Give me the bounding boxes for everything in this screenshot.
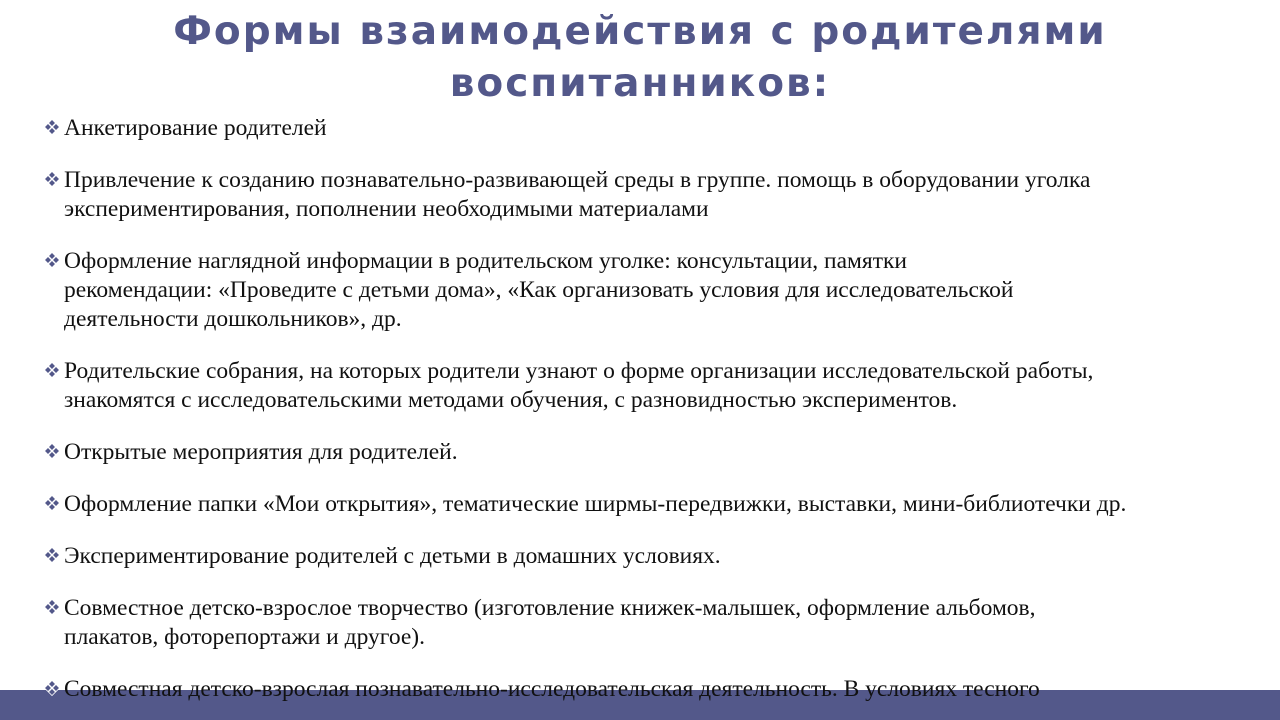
list-item-line: Родительские собрания, на которых родители узнают о форме организации исследовательской работы,	[64, 358, 1094, 384]
slide-title-line-1: Формы взаимодействия с родителями	[173, 9, 1107, 54]
diamond-bullet-icon	[42, 546, 64, 566]
diamond-bullet-icon	[42, 442, 64, 462]
list-item	[42, 438, 1272, 467]
list-item-line: Открытые мероприятия для родителей.	[64, 439, 458, 465]
list-item	[42, 594, 1272, 652]
list-item-text	[64, 675, 1272, 704]
list-item	[42, 166, 1272, 224]
list-item-line: Анкетирование родителей	[64, 115, 327, 141]
list-item-line: Экспериментирование родителей с детьми в домашних условиях.	[64, 543, 721, 569]
list-item	[42, 247, 1272, 334]
list-item-text	[64, 166, 1272, 224]
list-item-line: плакатов, фоторепортажи и другое).	[64, 624, 425, 650]
diamond-bullet-icon	[42, 361, 64, 381]
list-item-text	[64, 594, 1272, 652]
list-item-text	[64, 542, 1272, 571]
diamond-bullet-icon	[42, 118, 64, 138]
diamond-bullet-icon	[42, 251, 64, 271]
list-item-line: Оформление папки «Мои открытия», тематические ширмы-передвижки, выставки, мини-библиотечки др.	[64, 491, 1127, 517]
list-item	[42, 675, 1272, 704]
diamond-bullet-icon	[42, 494, 64, 514]
diamond-bullet-icon	[42, 170, 64, 190]
diamond-bullet-icon	[42, 679, 64, 699]
list-item	[42, 542, 1272, 571]
bullet-list	[42, 114, 1272, 720]
list-item	[42, 490, 1272, 519]
slide-title	[150, 6, 1130, 110]
diamond-bullet-icon	[42, 598, 64, 618]
list-item	[42, 357, 1272, 415]
list-item-line: Оформление наглядной информации в родительском уголке: консультации, памятки	[64, 248, 907, 274]
list-item-line: Совместное детско-взрослое творчество (изготовление книжек-малышек, оформление альбомов,	[64, 595, 1036, 621]
list-item-line: экспериментирования, пополнении необходимыми материалами	[64, 196, 709, 222]
list-item-text	[64, 490, 1272, 519]
list-item-text	[64, 438, 1272, 467]
list-item-text	[64, 247, 1272, 334]
slide-title-line-2: воспитанников:	[449, 61, 831, 106]
list-item-line: рекомендации: «Проведите с детьми дома», «Как организовать условия для исследовательской	[64, 277, 1014, 303]
list-item-line: деятельности дошкольников», др.	[64, 306, 402, 332]
list-item-text	[64, 114, 1272, 143]
list-item-line: Совместная детско-взрослая познавательно-исследовательская деятельность. В условиях тесного	[64, 676, 1040, 702]
list-item-line: Привлечение к созданию познавательно-развивающей среды в группе. помощь в оборудовании уголка	[64, 167, 1091, 193]
list-item-text	[64, 357, 1272, 415]
list-item-line: знакомятся с исследовательскими методами обучения, с разновидностью экспериментов.	[64, 387, 958, 413]
list-item	[42, 114, 1272, 143]
